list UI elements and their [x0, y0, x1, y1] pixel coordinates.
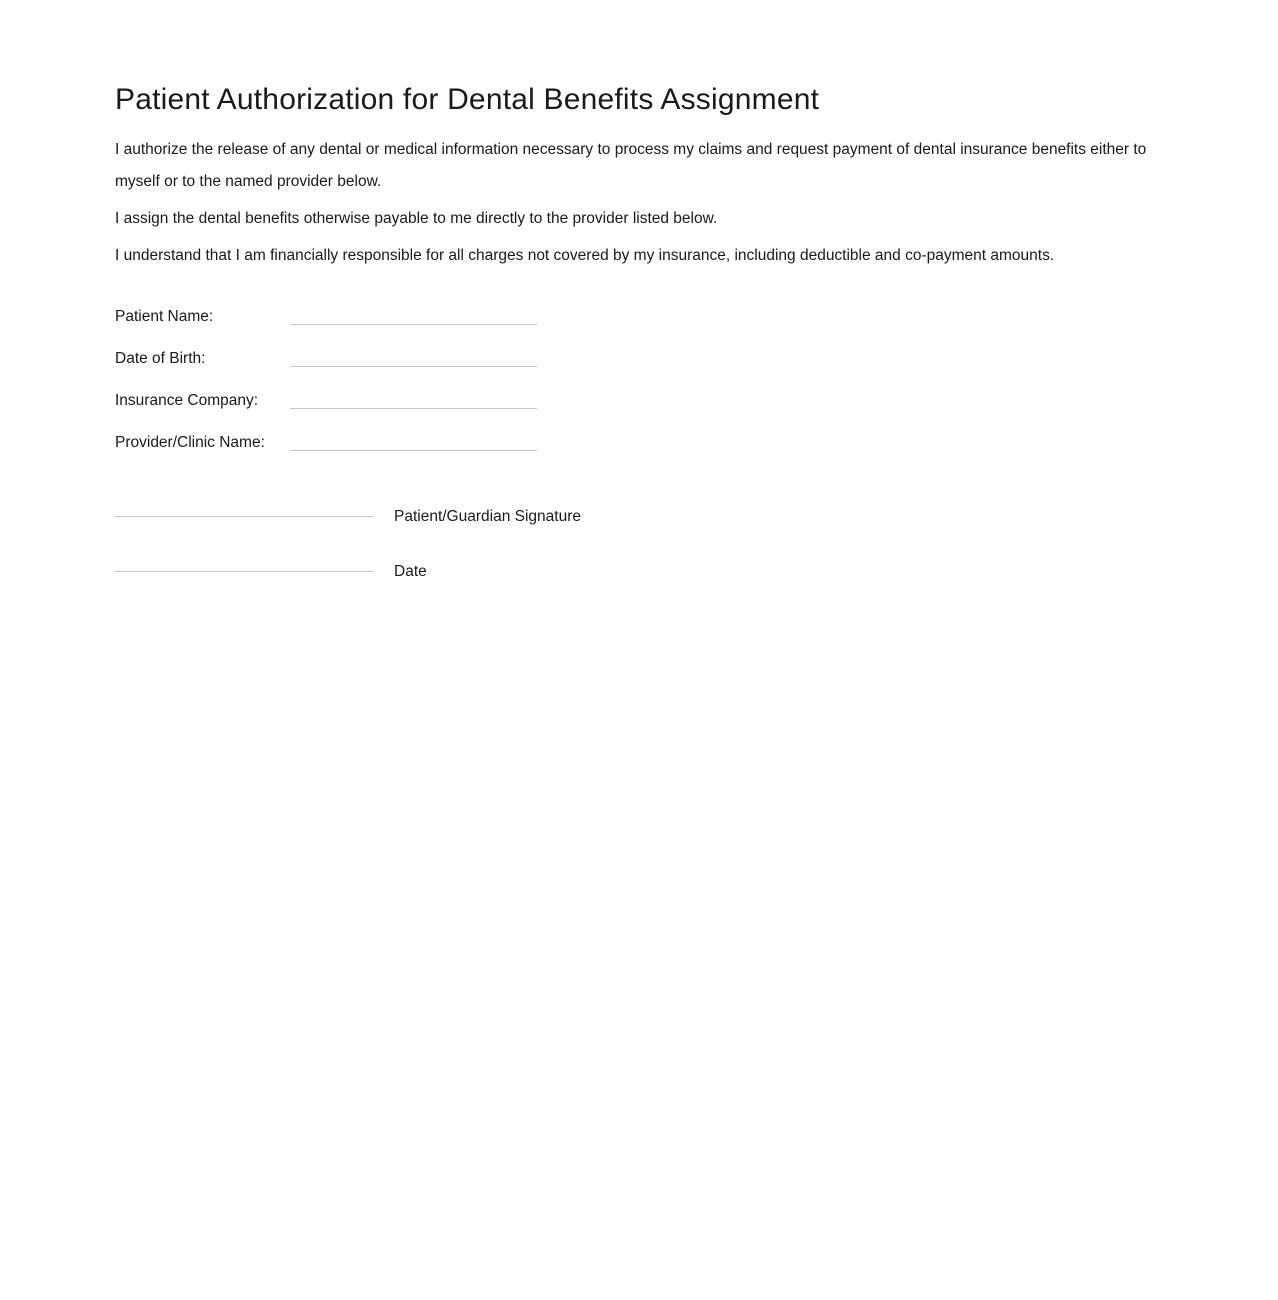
signature-row-patient-guardian: [115, 507, 1168, 526]
provider-clinic-name-label: Provider/Clinic Name:: [115, 434, 265, 451]
date-of-birth-blank-line: [290, 350, 537, 367]
page-title: Patient Authorization for Dental Benefits Assignment: [115, 83, 820, 116]
field-row-patient-name: [115, 308, 1168, 325]
date-label: Date: [394, 563, 427, 580]
form-fields-section: [115, 308, 1168, 451]
signature-row-date: [115, 562, 1168, 581]
document-page: [0, 0, 1278, 581]
field-row-provider-clinic-name: [115, 434, 1168, 451]
patient-guardian-signature-label: Patient/Guardian Signature: [394, 508, 581, 525]
patient-name-label: Patient Name:: [115, 308, 214, 325]
field-row-insurance-company: [115, 392, 1168, 409]
patient-name-blank-line: [290, 308, 537, 325]
insurance-company-label: Insurance Company:: [115, 392, 259, 409]
date-blank-line: [115, 571, 373, 572]
patient-guardian-signature-blank-line: [115, 516, 373, 517]
provider-clinic-name-blank-line: [290, 434, 537, 451]
insurance-company-blank-line: [290, 392, 537, 409]
signature-section: [115, 507, 1168, 581]
assignment-paragraph: I assign the dental benefits otherwise payable to me directly to the provider listed below.: [115, 210, 718, 227]
responsibility-paragraph: I understand that I am financially responsible for all charges not covered by my insurance, including deductible and co-payment amounts.: [115, 247, 1055, 264]
authorization-paragraph: I authorize the release of any dental or medical information necessary to process my claims and request payment of dental insurance benefits either to myself or to the named provider below.: [115, 141, 1147, 190]
date-of-birth-label: Date of Birth:: [115, 350, 206, 367]
field-row-date-of-birth: [115, 350, 1168, 367]
